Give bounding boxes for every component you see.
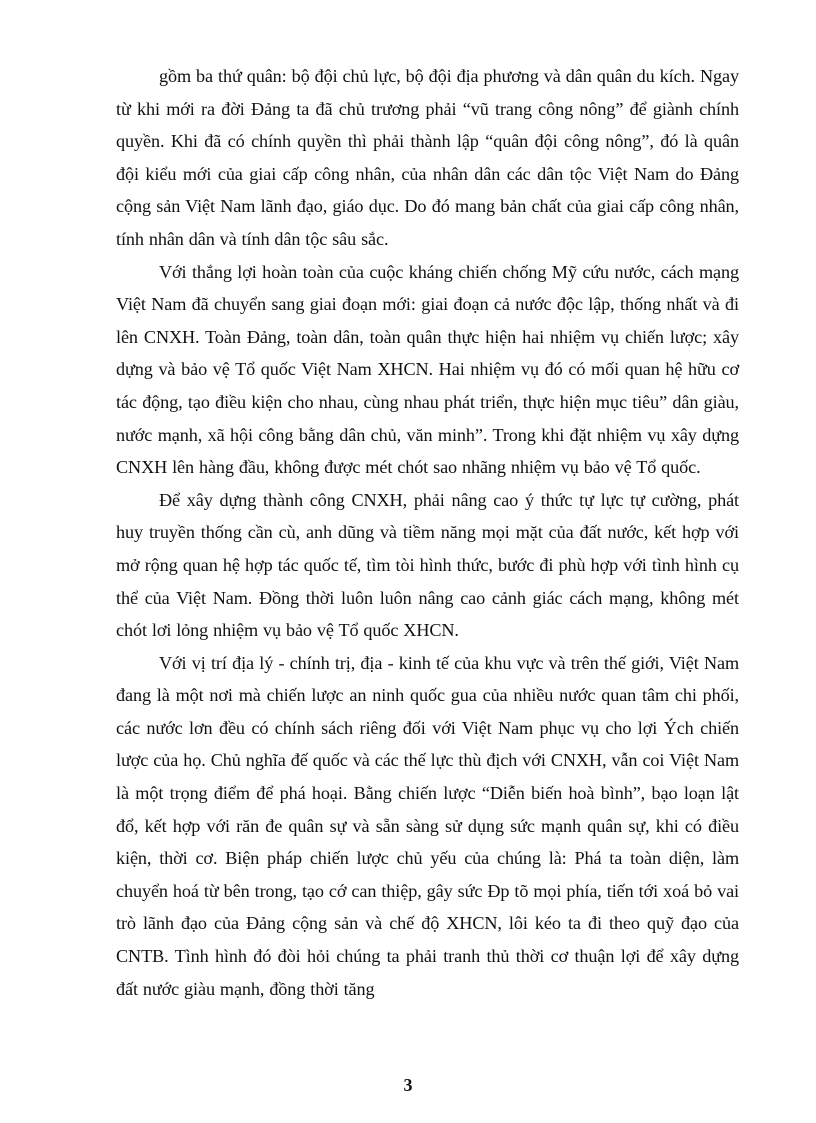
page-number: 3 bbox=[403, 1075, 413, 1095]
paragraph-1: gồm ba thứ quân: bộ đội chủ lực, bộ đội địa phương và dân quân du kích. Ngay từ khi mới ra đời Đảng ta đã chủ trương phải “vũ trang công nông” để giành chính quyền. Khi đã có chính quyền thì phải thành lập “quân đội công nông”, đó là quân đội kiểu mới của giai cấp công nhân, của nhân dân các dân tộc Việt Nam do Đảng cộng sản Việt Nam lãnh đạo, giáo dục. Do đó mang bản chất của giai cấp công nhân, tính nhân dân và tính dân tộc sâu sắc. bbox=[116, 66, 739, 249]
paragraph-3: Để xây dựng thành công CNXH, phải nâng cao ý thức tự lực tự cường, phát huy truyền thống cần cù, anh dũng và tiềm năng mọi mặt của đất nước, kết hợp với mở rộng quan hệ hợp tác quốc tế, tìm tòi hình thức, bước đi phù hợp với tình hình cụ thể của Việt Nam. Đồng thời luôn luôn nâng cao cảnh giác cách mạng, không mét chót lơi lỏng nhiệm vụ bảo vệ Tổ quốc XHCN. bbox=[116, 489, 739, 641]
paragraph-2: Với thắng lợi hoàn toàn của cuộc kháng chiến chống Mỹ cứu nước, cách mạng Việt Nam đã chuyển sang giai đoạn mới: giai đoạn cả nước độc lập, thống nhất và đi lên CNXH. Toàn Đảng, toàn dân, toàn quân thực hiện hai nhiệm vụ chiến lược; xây dựng và bảo vệ Tổ quốc Việt Nam XHCN. Hai nhiệm vụ đó có mối quan hệ hữu cơ tác động, tạo điều kiện cho nhau, cùng nhau phát triển, thực hiện mục tiêu” dân giàu, nước mạnh, xã hội công bằng dân chủ, văn minh”. Trong khi đặt nhiệm vụ xây dựng CNXH lên hàng đầu, không được mét chót sao nhãng nhiệm vụ bảo vệ Tổ quốc. bbox=[116, 261, 739, 478]
document-page bbox=[116, 60, 739, 1005]
paragraph-4: Với vị trí địa lý - chính trị, địa - kinh tế của khu vực và trên thế giới, Việt Nam đang là một nơi mà chiến lược an ninh quốc gua của nhiều nước quan tâm chi phối, các nước lơn đều có chính sách riêng đối với Việt Nam phục vụ cho lợi Ých chiến lược của họ. Chủ nghĩa đế quốc và các thế lực thù địch với CNXH, vẫn coi Việt Nam là một trọng điểm để phá hoại. Bằng chiến lược “Diễn biến hoà bình”, bạo loạn lật đổ, kết hợp với răn đe quân sự và sẵn sàng sử dụng sức mạnh quân sự, khi có điều kiện, thời cơ. Biện pháp chiến lược chủ yếu của chúng là: Phá ta toàn diện, làm chuyển hoá từ bên trong, tạo cớ can thiệp, gây sức Ðp tõ mọi phía, tiến tới xoá bỏ vai trò lãnh đạo của Đảng cộng sản và chế độ XHCN, lôi kéo ta đi theo quỹ đạo của CNTB. Tình hình đó đòi hỏi chúng ta phải tranh thủ thời cơ thuận lợi để xây dựng đất nước giàu mạnh, đồng thời tăng bbox=[116, 652, 739, 999]
